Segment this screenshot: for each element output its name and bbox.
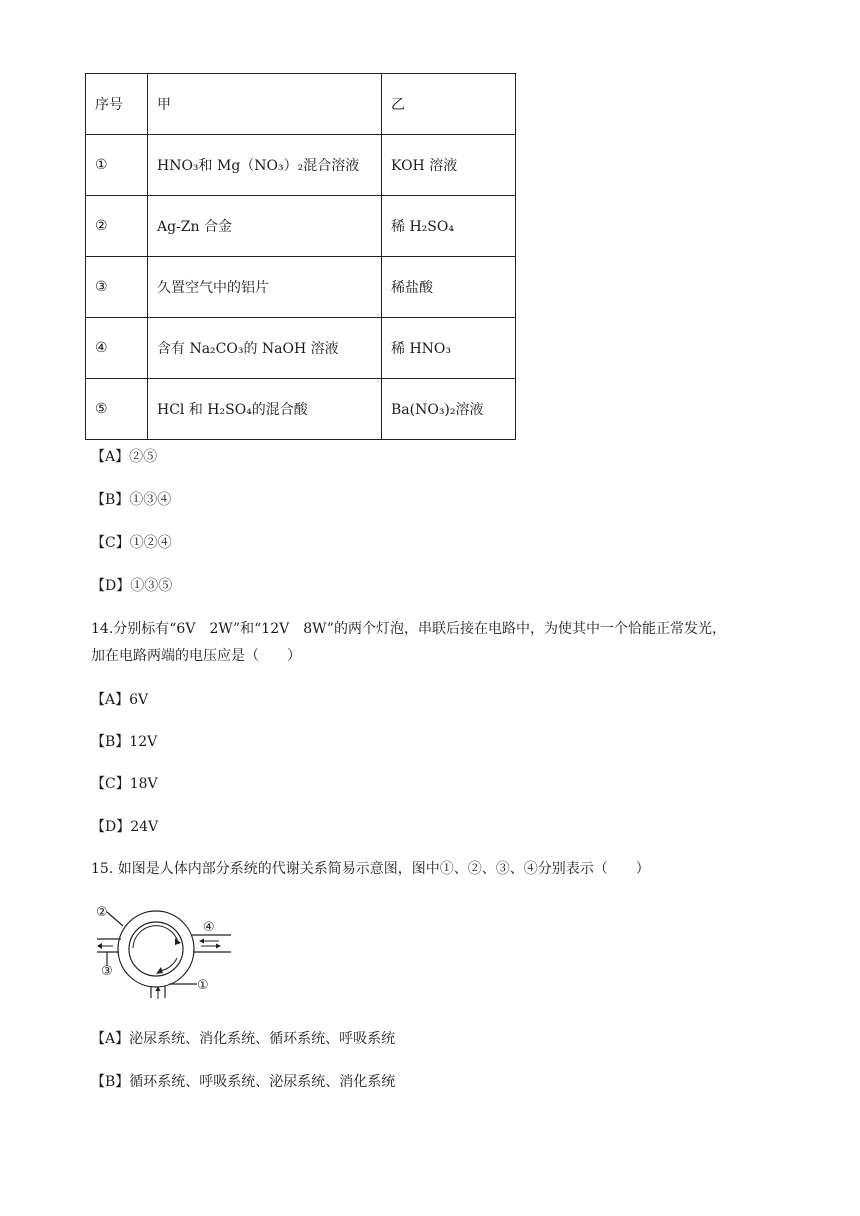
label-4: ④ xyxy=(203,920,215,935)
q14-option-c[interactable]: 【C】18V xyxy=(91,776,158,792)
row-reagent-b: KOH 溶液 xyxy=(382,135,516,196)
row-reagent-a: HCl 和 H₂SO₄的混合酸 xyxy=(148,379,382,440)
row-reagent-b: 稀盐酸 xyxy=(382,257,516,318)
row-reagent-b: Ba(NO₃)₂溶液 xyxy=(382,379,516,440)
row-reagent-a: 含有 Na₂CO₃的 NaOH 溶液 xyxy=(148,318,382,379)
row-reagent-b: 稀 H₂SO₄ xyxy=(382,196,516,257)
header-cell-no: 序号 xyxy=(86,74,148,135)
table-row xyxy=(86,257,516,318)
q13-option-a[interactable]: 【A】②⑤ xyxy=(91,449,158,465)
row-reagent-b: 稀 HNO₃ xyxy=(382,318,516,379)
row-number: ③ xyxy=(86,257,148,318)
row-number: ⑤ xyxy=(86,379,148,440)
q13-option-c[interactable]: 【C】①②④ xyxy=(91,535,172,551)
left-arrow-icon xyxy=(199,939,204,944)
label-2: ② xyxy=(96,905,108,920)
row-reagent-a: 久置空气中的铝片 xyxy=(148,257,382,318)
reagent-table xyxy=(85,73,516,440)
left-arrow-icon xyxy=(97,943,102,949)
q14-option-b[interactable]: 【B】12V xyxy=(91,734,158,750)
row-reagent-a: HNO₃和 Mg（NO₃）₂混合溶液 xyxy=(148,135,382,196)
table-row xyxy=(86,379,516,440)
row-number: ④ xyxy=(86,318,148,379)
header-cell-b: 乙 xyxy=(382,74,516,135)
label-3: ③ xyxy=(101,964,113,979)
table-row xyxy=(86,135,516,196)
q14-stem-line1: 14.分别标有“6V 2W”和“12V 8W”的两个灯泡，串联后接在电路中，为使其中一个恰能正常发光， xyxy=(91,621,726,637)
q13-option-b[interactable]: 【B】①③④ xyxy=(91,492,172,508)
q15-option-a[interactable]: 【A】泌尿系统、消化系统、循环系统、呼吸系统 xyxy=(91,1031,396,1047)
q13-option-d[interactable]: 【D】①③⑤ xyxy=(91,578,173,594)
row-number: ① xyxy=(86,135,148,196)
table-header-row xyxy=(86,74,516,135)
arrow-icon xyxy=(175,938,181,945)
table-row xyxy=(86,196,516,257)
header-cell-a: 甲 xyxy=(148,74,382,135)
label-1: ① xyxy=(197,978,209,993)
q14-option-d[interactable]: 【D】24V xyxy=(91,819,159,835)
q15-option-b[interactable]: 【B】循环系统、呼吸系统、泌尿系统、消化系统 xyxy=(91,1074,396,1090)
q14-option-a[interactable]: 【A】6V xyxy=(91,692,149,708)
arrow-icon xyxy=(156,967,163,974)
right-arrow-icon xyxy=(216,944,221,949)
row-reagent-a: Ag-Zn 合金 xyxy=(148,196,382,257)
q15-stem: 15. 如图是人体内部分系统的代谢关系简易示意图，图中①、②、③、④分别表示（ ） xyxy=(91,861,650,877)
table-row xyxy=(86,318,516,379)
inner-ring xyxy=(129,922,183,976)
q14-stem-line2: 加在电路两端的电压应是（ ） xyxy=(91,648,301,664)
row-number: ② xyxy=(86,196,148,257)
metabolism-diagram xyxy=(93,902,233,1002)
